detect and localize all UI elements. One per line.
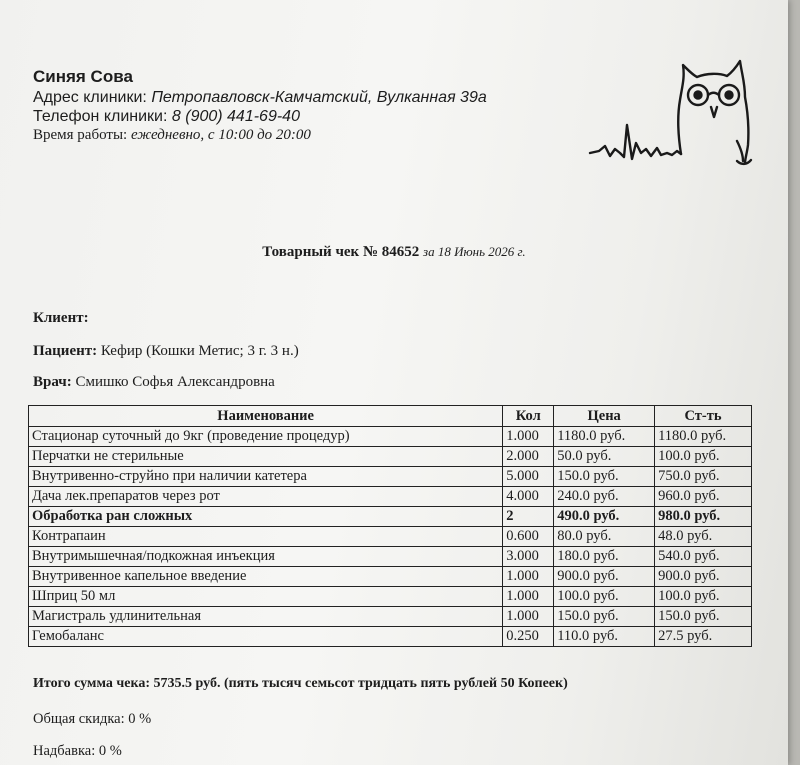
item-cost-cell: 100.0 руб. xyxy=(655,587,752,607)
table-row xyxy=(29,527,752,547)
hours-value: ежедневно, с 10:00 до 20:00 xyxy=(130,127,311,143)
doctor-value: Смишко Софья Александровна xyxy=(75,374,275,390)
table-row xyxy=(29,447,752,467)
patient-value: Кефир (Кошки Метис; 3 г. 3 н.) xyxy=(100,343,299,359)
item-qty-cell: 1.000 xyxy=(503,427,554,447)
receipt-title xyxy=(0,244,788,261)
table-row xyxy=(29,627,752,647)
header-price: Цена xyxy=(554,406,655,427)
doctor-field xyxy=(33,374,275,391)
clinic-name: Синяя Сова xyxy=(33,67,133,86)
phone-label: Телефон клиники: xyxy=(33,108,168,125)
table-header-row xyxy=(29,406,752,427)
item-cost-cell: 150.0 руб. xyxy=(655,607,752,627)
receipt-date: за 18 Июнь 2026 г. xyxy=(423,244,526,259)
item-price-cell: 150.0 руб. xyxy=(554,467,655,487)
item-qty-cell: 1.000 xyxy=(503,607,554,627)
table-row xyxy=(29,487,752,507)
item-qty-cell: 5.000 xyxy=(503,467,554,487)
client-field xyxy=(33,310,89,327)
table-row xyxy=(29,467,752,487)
item-qty-cell: 1.000 xyxy=(503,587,554,607)
doctor-label: Врач: xyxy=(33,374,72,390)
table-row xyxy=(29,607,752,627)
phone-value: 8 (900) 441-69-40 xyxy=(171,108,300,125)
receipt-number: Товарный чек № 84652 xyxy=(262,244,420,260)
item-name-cell: Гемобаланс xyxy=(29,627,503,647)
item-name-cell: Стационар суточный до 9кг (проведение процедур) xyxy=(29,427,503,447)
item-name-cell: Контрапаин xyxy=(29,527,503,547)
discount-text: Общая скидка: 0 % xyxy=(33,711,152,727)
item-qty-cell: 1.000 xyxy=(503,567,554,587)
client-label: Клиент: xyxy=(33,310,89,326)
item-name-cell: Шприц 50 мл xyxy=(29,587,503,607)
owl-logo-icon xyxy=(585,45,770,170)
markup-text: Надбавка: 0 % xyxy=(33,743,122,759)
item-cost-cell: 980.0 руб. xyxy=(655,507,752,527)
item-price-cell: 1180.0 руб. xyxy=(554,427,655,447)
hours-label: Время работы: xyxy=(33,127,128,143)
item-price-cell: 150.0 руб. xyxy=(554,607,655,627)
item-price-cell: 240.0 руб. xyxy=(554,487,655,507)
address-value: Петропавловск-Камчатский, Вулканная 39а xyxy=(151,89,487,106)
item-price-cell: 80.0 руб. xyxy=(554,527,655,547)
item-qty-cell: 3.000 xyxy=(503,547,554,567)
total-sum: Итого сумма чека: 5735.5 руб. (пять тысяч семьсот тридцать пять рублей 50 Копеек) xyxy=(33,676,568,691)
header-cost: Ст-ть xyxy=(655,406,752,427)
patient-label: Пациент: xyxy=(33,343,98,359)
clinic-hours xyxy=(33,126,503,145)
table-row xyxy=(29,507,752,527)
patient-field xyxy=(33,343,299,360)
item-qty-cell: 0.600 xyxy=(503,527,554,547)
table-row xyxy=(29,567,752,587)
item-name-cell: Перчатки не стерильные xyxy=(29,447,503,467)
item-name-cell: Внутривенное капельное введение xyxy=(29,567,503,587)
item-name-cell: Обработка ран сложных xyxy=(29,507,503,527)
clinic-phone xyxy=(33,107,503,126)
item-cost-cell: 960.0 руб. xyxy=(655,487,752,507)
header-name: Наименование xyxy=(29,406,503,427)
item-qty-cell: 2 xyxy=(503,507,554,527)
clinic-address xyxy=(33,88,503,107)
address-label: Адрес клиники: xyxy=(33,89,147,106)
item-cost-cell: 750.0 руб. xyxy=(655,467,752,487)
table-row xyxy=(29,427,752,447)
item-price-cell: 490.0 руб. xyxy=(554,507,655,527)
item-qty-cell: 2.000 xyxy=(503,447,554,467)
clinic-header xyxy=(33,66,503,145)
item-qty-cell: 4.000 xyxy=(503,487,554,507)
item-price-cell: 180.0 руб. xyxy=(554,547,655,567)
item-name-cell: Внутривенно-струйно при наличии катетера xyxy=(29,467,503,487)
item-cost-cell: 48.0 руб. xyxy=(655,527,752,547)
item-cost-cell: 100.0 руб. xyxy=(655,447,752,467)
table-row xyxy=(29,587,752,607)
table-row xyxy=(29,547,752,567)
item-price-cell: 900.0 руб. xyxy=(554,567,655,587)
item-cost-cell: 540.0 руб. xyxy=(655,547,752,567)
item-cost-cell: 1180.0 руб. xyxy=(655,427,752,447)
item-name-cell: Внутримышечная/подкожная инъекция xyxy=(29,547,503,567)
header-qty: Кол xyxy=(503,406,554,427)
item-price-cell: 110.0 руб. xyxy=(554,627,655,647)
items-table xyxy=(28,405,752,647)
item-name-cell: Магистраль удлинительная xyxy=(29,607,503,627)
item-price-cell: 100.0 руб. xyxy=(554,587,655,607)
item-name-cell: Дача лек.препаратов через рот xyxy=(29,487,503,507)
item-price-cell: 50.0 руб. xyxy=(554,447,655,467)
item-qty-cell: 0.250 xyxy=(503,627,554,647)
item-cost-cell: 900.0 руб. xyxy=(655,567,752,587)
item-cost-cell: 27.5 руб. xyxy=(655,627,752,647)
